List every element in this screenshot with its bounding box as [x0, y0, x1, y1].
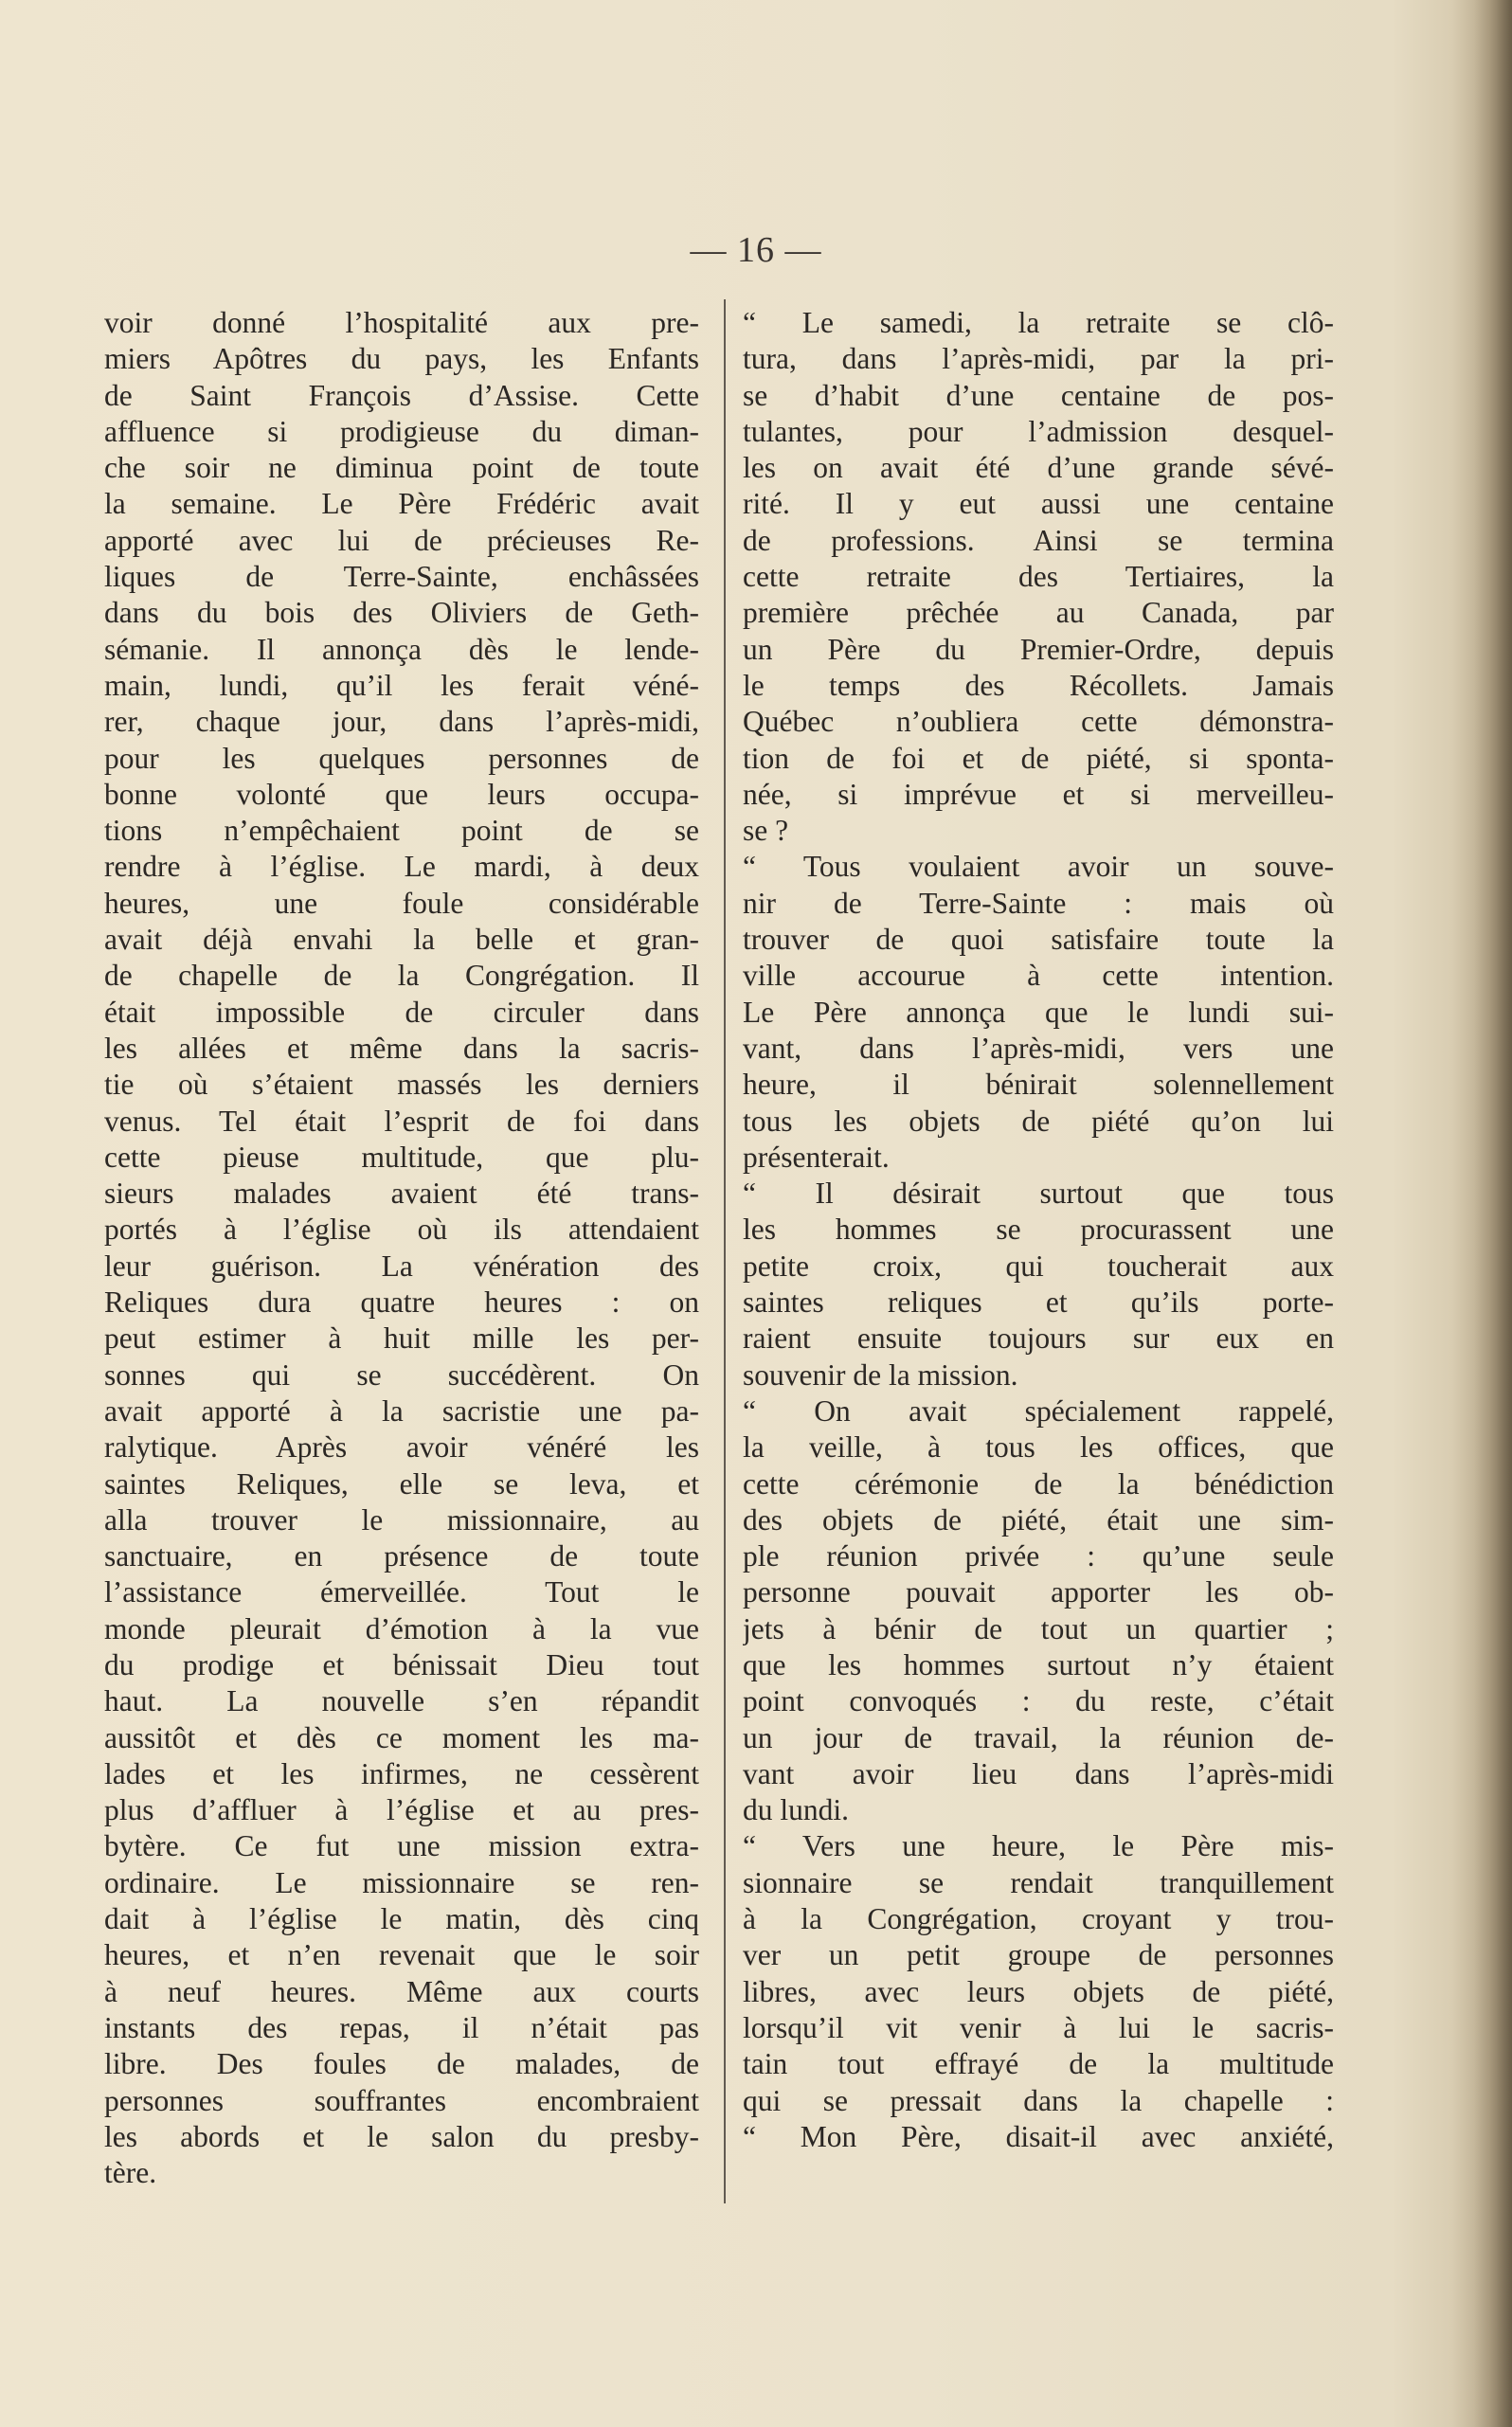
text-line: bonne volonté que leurs occupa-	[104, 777, 699, 811]
text-line: personne pouvait apporter les ob-	[743, 1575, 1334, 1609]
text-line: ville accourue à cette intention.	[743, 959, 1334, 993]
text-line: tion de foi et de piété, si sponta-	[743, 741, 1334, 775]
text-line: vant avoir lieu dans l’après-midi	[743, 1756, 1334, 1790]
text-line: se d’habit d’une centaine de pos-	[743, 378, 1334, 412]
text-line: peut estimer à huit mille les per-	[104, 1321, 699, 1356]
text-line: un Père du Premier-Ordre, depuis	[743, 632, 1334, 666]
text-line: miers Apôtres du pays, les Enfants	[104, 342, 699, 376]
text-line: leur guérison. La vénération des	[104, 1249, 699, 1283]
text-line: née, si imprévue et si merveilleu-	[743, 777, 1334, 811]
text-line: l’assistance émerveillée. Tout le	[104, 1575, 699, 1609]
text-line: “ Vers une heure, le Père mis-	[743, 1829, 1334, 1863]
text-line: souvenir de la mission.	[743, 1357, 1018, 1392]
text-line: présenterait.	[743, 1140, 890, 1174]
text-line: main, lundi, qu’il les ferait véné-	[104, 668, 699, 702]
text-line: cette retraite des Tertiaires, la	[743, 560, 1334, 594]
left-column	[104, 305, 699, 2191]
text-line: sanctuaire, en présence de toute	[104, 1539, 699, 1573]
text-line: des objets de piété, était une sim-	[743, 1502, 1334, 1537]
text-line: que les hommes surtout n’y étaient	[743, 1647, 1334, 1681]
text-line: venus. Tel était l’esprit de foi dans	[104, 1104, 699, 1138]
text-line: “ Le samedi, la retraite se clô-	[743, 306, 1334, 339]
text-line: sieurs malades avaient été trans-	[104, 1177, 699, 1211]
text-line: point convoqués : du reste, c’était	[743, 1684, 1334, 1718]
text-line: dait à l’église le matin, dès cinq	[104, 1902, 699, 1936]
text-line: heure, il bénirait solennellement	[743, 1068, 1334, 1102]
text-line: portés à l’église où ils attendaient	[104, 1213, 699, 1247]
text-line: tulantes, pour l’admission desquel-	[743, 414, 1334, 448]
text-line: “ On avait spécialement rappelé,	[743, 1393, 1334, 1428]
text-line: de professions. Ainsi se termina	[743, 523, 1334, 557]
text-line: rité. Il y eut aussi une centaine	[743, 487, 1334, 521]
text-line: Reliques dura quatre heures : on	[104, 1285, 699, 1320]
text-line: de chapelle de la Congrégation. Il	[104, 959, 699, 993]
text-line: cette cérémonie de la bénédiction	[743, 1466, 1334, 1501]
text-line: tura, dans l’après-midi, par la pri-	[743, 342, 1334, 376]
text-line: cette pieuse multitude, que plu-	[104, 1140, 699, 1174]
text-line: libre. Des foules de malades, de	[104, 2047, 699, 2081]
text-line: du prodige et bénissait Dieu tout	[104, 1647, 699, 1681]
text-line: les abords et le salon du presby-	[104, 2119, 699, 2153]
text-line: avait apporté à la sacristie une pa-	[104, 1393, 699, 1428]
text-line: apporté avec lui de précieuses Re-	[104, 523, 699, 557]
text-line: petite croix, qui toucherait aux	[743, 1249, 1334, 1283]
text-line: la veille, à tous les offices, que	[743, 1430, 1334, 1465]
text-line: alla trouver le missionnaire, au	[104, 1502, 699, 1537]
text-line: Québec n’oubliera cette démonstra-	[743, 705, 1334, 739]
text-line: tain tout effrayé de la multitude	[743, 2047, 1334, 2081]
right-column	[743, 305, 1334, 2155]
text-line: ordinaire. Le missionnaire se ren-	[104, 1865, 699, 1899]
text-line: “ Tous voulaient avoir un souve-	[743, 850, 1334, 884]
text-line: personnes souffrantes encombraient	[104, 2083, 699, 2117]
text-line: jets à bénir de tout un quartier ;	[743, 1611, 1334, 1645]
text-line: les on avait été d’une grande sévé-	[743, 451, 1334, 485]
text-line: se ?	[743, 814, 789, 848]
text-line: les hommes se procurassent une	[743, 1213, 1334, 1247]
text-line: le temps des Récollets. Jamais	[743, 668, 1334, 702]
text-line: vant, dans l’après-midi, vers une	[743, 1031, 1334, 1065]
text-line: tie où s’étaient massés les derniers	[104, 1068, 699, 1102]
text-line: avait déjà envahi la belle et gran-	[104, 923, 699, 957]
text-line: du lundi.	[743, 1793, 850, 1827]
text-line: tous les objets de piété qu’on lui	[743, 1104, 1334, 1138]
text-line: la semaine. Le Père Frédéric avait	[104, 487, 699, 521]
text-line: qui se pressait dans la chapelle :	[743, 2083, 1334, 2117]
text-line: ralytique. Après avoir vénéré les	[104, 1430, 699, 1465]
text-line: à neuf heures. Même aux courts	[104, 1974, 699, 2008]
text-line: voir donné l’hospitalité aux pre-	[104, 306, 699, 339]
page-number: — 16 —	[690, 230, 822, 270]
text-line: à la Congrégation, croyant y trou-	[743, 1902, 1334, 1936]
text-line: première prêchée au Canada, par	[743, 596, 1334, 630]
text-line: heures, une foule considérable	[104, 886, 699, 920]
text-line: aussitôt et dès ce moment les ma-	[104, 1720, 699, 1754]
text-line: dans du bois des Oliviers de Geth-	[104, 596, 699, 630]
text-line: haut. La nouvelle s’en répandit	[104, 1684, 699, 1718]
text-line: sonnes qui se succédèrent. On	[104, 1357, 699, 1392]
text-line: pour les quelques personnes de	[104, 741, 699, 775]
text-line: lorsqu’il vit venir à lui le sacris-	[743, 2010, 1334, 2044]
text-line: lades et les infirmes, ne cessèrent	[104, 1756, 699, 1790]
text-line: rendre à l’église. Le mardi, à deux	[104, 850, 699, 884]
page-edge-shadow	[1474, 0, 1512, 2427]
text-line: liques de Terre-Sainte, enchâssées	[104, 560, 699, 594]
text-line: libres, avec leurs objets de piété,	[743, 1974, 1334, 2008]
text-line: ple réunion privée : qu’une seule	[743, 1539, 1334, 1573]
text-line: un jour de travail, la réunion de-	[743, 1720, 1334, 1754]
text-line: saintes Reliques, elle se leva, et	[104, 1466, 699, 1501]
text-line: “ Mon Père, disait-il avec anxiété,	[743, 2119, 1334, 2153]
text-line: de Saint François d’Assise. Cette	[104, 378, 699, 412]
text-line: instants des repas, il n’était pas	[104, 2010, 699, 2044]
text-line: rer, chaque jour, dans l’après-midi,	[104, 705, 699, 739]
text-line: trouver de quoi satisfaire toute la	[743, 923, 1334, 957]
text-line: les allées et même dans la sacris-	[104, 1031, 699, 1065]
text-line: ver un petit groupe de personnes	[743, 1938, 1334, 1972]
text-line: sémanie. Il annonça dès le lende-	[104, 632, 699, 666]
text-line: bytère. Ce fut une mission extra-	[104, 1829, 699, 1863]
text-line: affluence si prodigieuse du diman-	[104, 414, 699, 448]
text-line: tère.	[104, 2156, 157, 2190]
text-line: che soir ne diminua point de toute	[104, 451, 699, 485]
text-line: heures, et n’en revenait que le soir	[104, 1938, 699, 1972]
text-line: saintes reliques et qu’ils porte-	[743, 1285, 1334, 1320]
text-line: monde pleurait d’émotion à la vue	[104, 1611, 699, 1645]
text-line: raient ensuite toujours sur eux en	[743, 1321, 1334, 1356]
text-line: nir de Terre-Sainte : mais où	[743, 886, 1334, 920]
text-line: était impossible de circuler dans	[104, 995, 699, 1029]
column-divider	[724, 299, 726, 2203]
text-line: plus d’affluer à l’église et au pres-	[104, 1793, 699, 1827]
text-line: sionnaire se rendait tranquillement	[743, 1865, 1334, 1899]
text-line: “ Il désirait surtout que tous	[743, 1177, 1334, 1211]
text-line: tions n’empêchaient point de se	[104, 814, 699, 848]
text-line: Le Père annonça que le lundi sui-	[743, 995, 1334, 1029]
